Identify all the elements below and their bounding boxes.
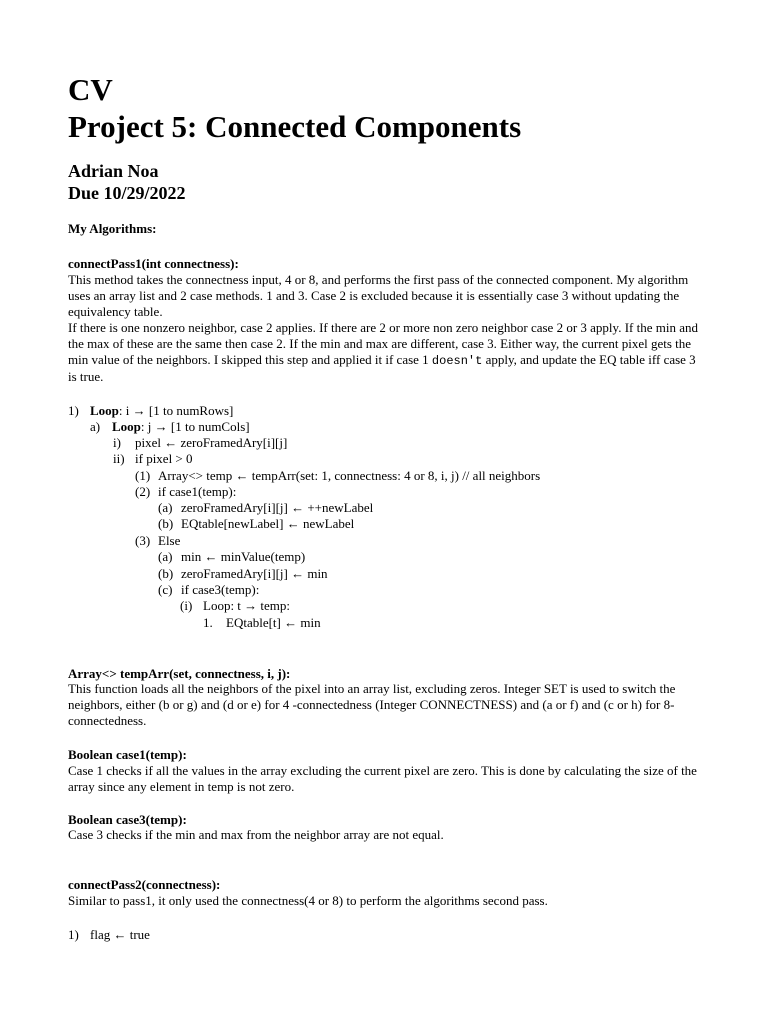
algo-text: min ← minValue(temp) — [181, 549, 306, 564]
algo-line — [158, 582, 259, 598]
algo-line — [180, 598, 290, 614]
course-title: CV — [68, 72, 113, 107]
algo-text: EQtable[t] ← min — [226, 615, 321, 630]
author-name: Adrian Noa — [68, 161, 159, 181]
algo-marker: i) — [113, 435, 121, 450]
algo-text: if pixel > 0 — [135, 451, 193, 466]
algo-marker: (b) — [158, 566, 174, 581]
pass2-description: Similar to pass1, it only used the connectness(4 or 8) to perform the algorithms second pass. — [68, 893, 548, 908]
temparr-heading: Array<> tempArr(set, connectness, i, j): — [68, 666, 291, 681]
algo-marker: (1) — [135, 468, 151, 483]
algo-text: if case1(temp): — [158, 484, 237, 499]
algo-marker: 1) — [68, 403, 79, 418]
algo-marker: (c) — [158, 582, 173, 597]
algo-text: Else — [158, 533, 181, 548]
algo-text: Array<> temp ← tempArr(set: 1, connectness: 4 or 8, i, j) // all neighbors — [158, 468, 541, 483]
algo-line — [90, 419, 250, 435]
algo-line — [135, 533, 180, 549]
algo-line — [158, 516, 354, 532]
section-title: My Algorithms: — [68, 221, 157, 236]
pass1-para2 — [68, 320, 704, 385]
algo-keyword: Loop — [112, 419, 141, 434]
algo-marker: (a) — [158, 549, 173, 564]
algo-text: : i → [1 to numRows] — [118, 403, 234, 418]
pass1-para1: This method takes the connectness input, 4 or 8, and performs the first pass of the connected component. My algorithm uses an array list and 2 case methods. 1 and 3. Case 2 is excluded because it is essentially case 3 without updating the equivalency table. — [68, 272, 689, 319]
pass2-heading: connectPass2(connectness): — [68, 877, 221, 892]
algo-text: Loop: t → temp: — [203, 598, 291, 613]
algo-text: zeroFramedAry[i][j] ← min — [181, 566, 328, 581]
due-date: Due 10/29/2022 — [68, 183, 186, 203]
algo-line — [68, 927, 150, 943]
temparr-description: This function loads all the neighbors of the pixel into an array list, excluding zeros. Integer SET is used to switch the neighbors, either (b or g) and (d or e) for 4 -connectedness (Integer CONNECTNESS) and (a or f) and (c or h) for 8-connectedness. — [68, 681, 676, 728]
algo-line — [68, 403, 233, 419]
algo-text: zeroFramedAry[i][j] ← ++newLabel — [181, 500, 374, 515]
algo-marker: (i) — [180, 598, 193, 613]
algo-text: : j → [1 to numCols] — [140, 419, 250, 434]
algo-marker: (a) — [158, 500, 173, 515]
algo-line — [158, 566, 328, 582]
algo-line — [135, 468, 540, 484]
pass1-description — [68, 272, 704, 385]
algo-text: EQtable[newLabel] ← newLabel — [181, 516, 355, 531]
pass1-para2-mono: doesn't — [431, 354, 483, 368]
algo-line — [135, 484, 236, 500]
case1-description: Case 1 checks if all the values in the array excluding the current pixel are zero. This is done by calculating the size of the array since any element in temp is not zero. — [68, 763, 697, 794]
algo-text: if case3(temp): — [181, 582, 260, 597]
algo-text: pixel ← zeroFramedAry[i][j] — [135, 435, 288, 450]
algo-line — [158, 500, 373, 516]
pass1-heading: connectPass1(int connectness): — [68, 256, 239, 271]
pass1-para2-text-a: If there is one nonzero neighbor, case 2 applies. If there are 2 or more non zero neighbor case 2 or 3 apply. If the min and the max of these are the same then case 2. If the min and max are different, case 3. Either way, the current pixel gets the min value of the neighbors. I skipped this step and applied it if case 1 — [68, 320, 698, 367]
algo-line — [113, 451, 193, 467]
algo-marker: (2) — [135, 484, 151, 499]
case1-heading: Boolean case1(temp): — [68, 747, 187, 762]
algo-keyword: Loop — [90, 403, 119, 418]
case3-heading: Boolean case3(temp): — [68, 812, 187, 827]
algo-marker: a) — [90, 419, 101, 434]
algo-marker: (3) — [135, 533, 151, 548]
algo-line — [158, 549, 305, 565]
algo-marker: 1) — [68, 927, 79, 942]
algo-marker: ii) — [113, 451, 125, 466]
algo-line — [113, 435, 287, 451]
pass1-para2-text-b: apply, and update the EQ table iff case 3 is true. — [68, 352, 696, 384]
case3-description: Case 3 checks if the min and max from the neighbor array are not equal. — [68, 827, 444, 842]
algo-line — [203, 615, 321, 631]
project-title: Project 5: Connected Components — [68, 109, 522, 144]
algo-marker: 1. — [203, 615, 213, 630]
algo-text: flag ← true — [90, 927, 150, 942]
algo-marker: (b) — [158, 516, 174, 531]
